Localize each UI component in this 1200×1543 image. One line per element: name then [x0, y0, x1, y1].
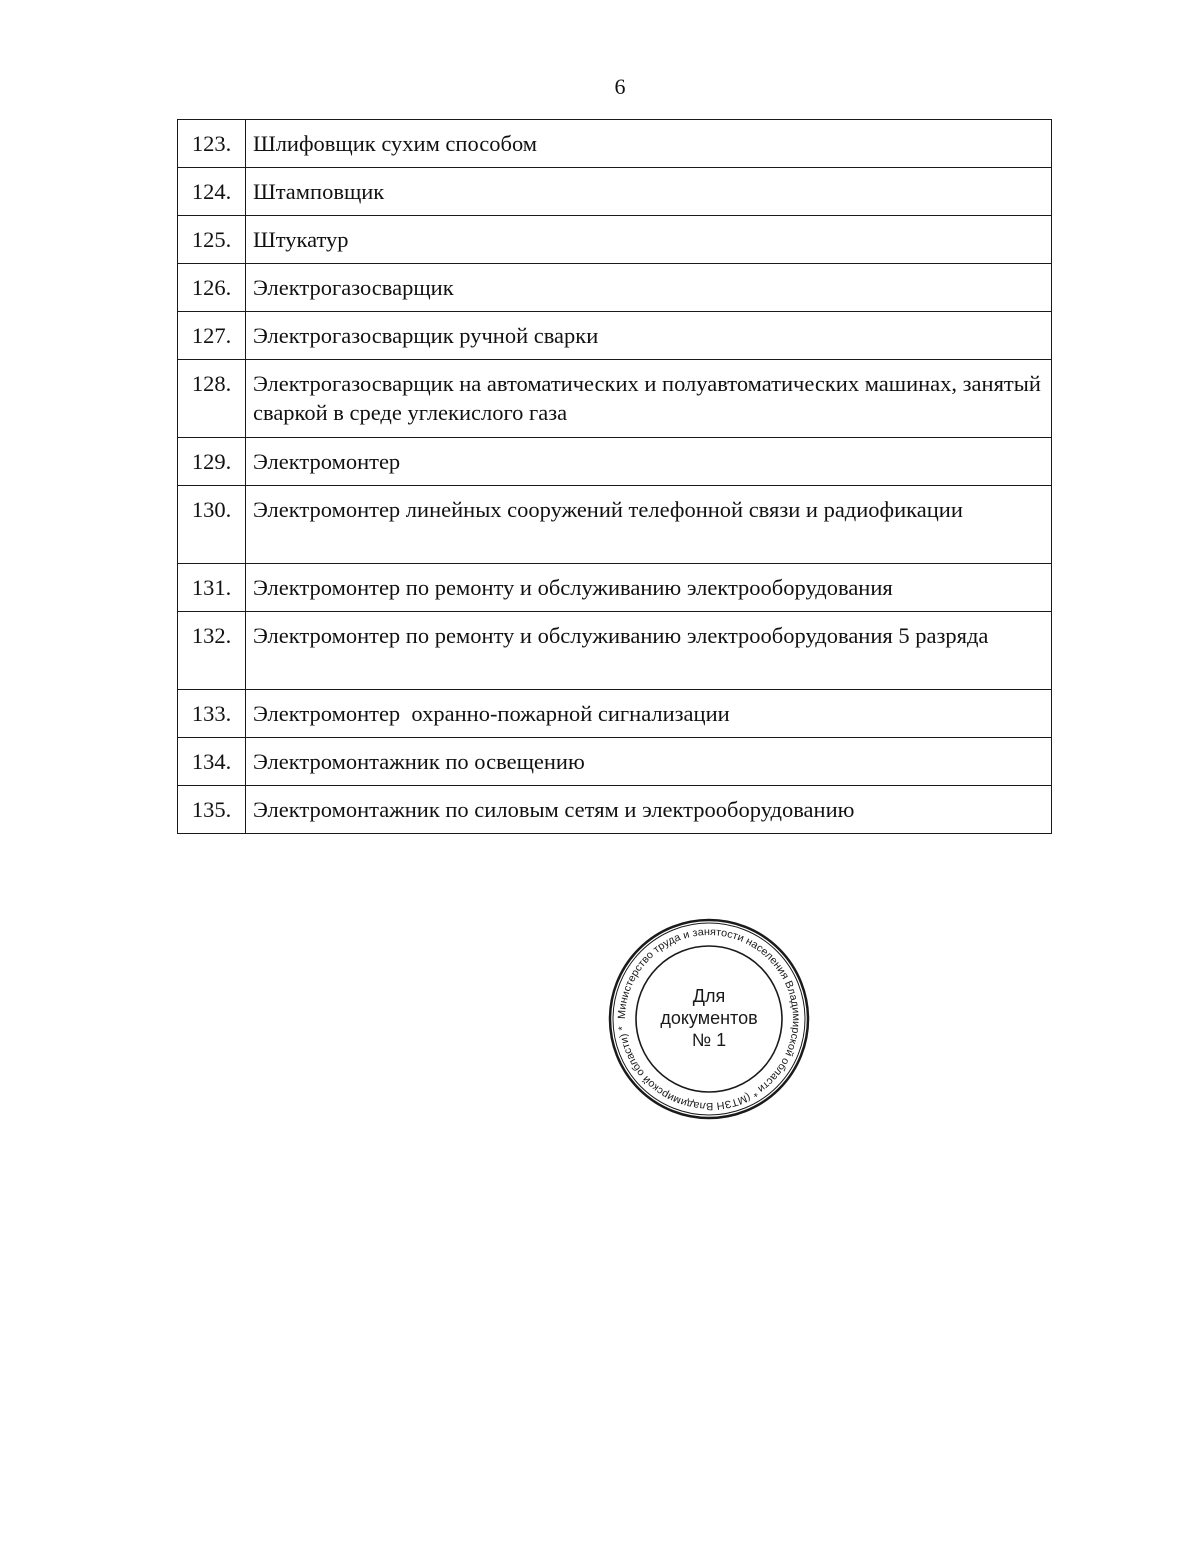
profession-name: Электромонтер охранно-пожарной сигнализации [246, 690, 1052, 738]
official-stamp [607, 917, 811, 1121]
table-row [178, 438, 1052, 486]
table-row [178, 120, 1052, 168]
profession-name: Электрогазосварщик [246, 264, 1052, 312]
table-row [178, 612, 1052, 690]
table-row [178, 312, 1052, 360]
row-number: 129. [178, 438, 246, 486]
table-row [178, 168, 1052, 216]
profession-name: Шлифовщик сухим способом [246, 120, 1052, 168]
profession-name: Электромонтер по ремонту и обслуживанию электрооборудования 5 разряда [246, 612, 1052, 690]
row-number: 130. [178, 486, 246, 564]
row-number: 131. [178, 564, 246, 612]
row-number: 128. [178, 360, 246, 438]
profession-name: Электромонтажник по силовым сетям и электрооборудованию [246, 786, 1052, 834]
table-row [178, 486, 1052, 564]
stamp-line: Для [692, 986, 726, 1006]
table-row [178, 216, 1052, 264]
profession-name: Электромонтер [246, 438, 1052, 486]
table-row [178, 564, 1052, 612]
profession-name: Штукатур [246, 216, 1052, 264]
row-number: 134. [178, 738, 246, 786]
row-number: 132. [178, 612, 246, 690]
row-number: 124. [178, 168, 246, 216]
svg-text:Министерство труда и занятости: Министерство труда и занятости населения Владимирской области * (МТЗН Владимирской области) * [615, 925, 803, 1113]
table-row [178, 786, 1052, 834]
stamp-center-text [607, 985, 811, 1051]
row-number: 126. [178, 264, 246, 312]
row-number: 123. [178, 120, 246, 168]
row-number: 127. [178, 312, 246, 360]
table-row [178, 360, 1052, 438]
row-number: 133. [178, 690, 246, 738]
table-row [178, 264, 1052, 312]
table-row [178, 738, 1052, 786]
table-row [178, 690, 1052, 738]
stamp-line: документов [660, 1008, 758, 1028]
profession-name: Электромонтер линейных сооружений телефонной связи и радиофикации [246, 486, 1052, 564]
profession-name: Электромонтажник по освещению [246, 738, 1052, 786]
profession-name: Электрогазосварщик на автоматических и полуавтоматических машинах, занятый сваркой в среде углекислого газа [246, 360, 1052, 438]
profession-name: Электромонтер по ремонту и обслуживанию электрооборудования [246, 564, 1052, 612]
profession-name: Электрогазосварщик ручной сварки [246, 312, 1052, 360]
row-number: 125. [178, 216, 246, 264]
profession-table [177, 119, 1052, 834]
row-number: 135. [178, 786, 246, 834]
profession-name: Штамповщик [246, 168, 1052, 216]
stamp-line: № 1 [691, 1030, 727, 1050]
page-number: 6 [614, 74, 626, 99]
